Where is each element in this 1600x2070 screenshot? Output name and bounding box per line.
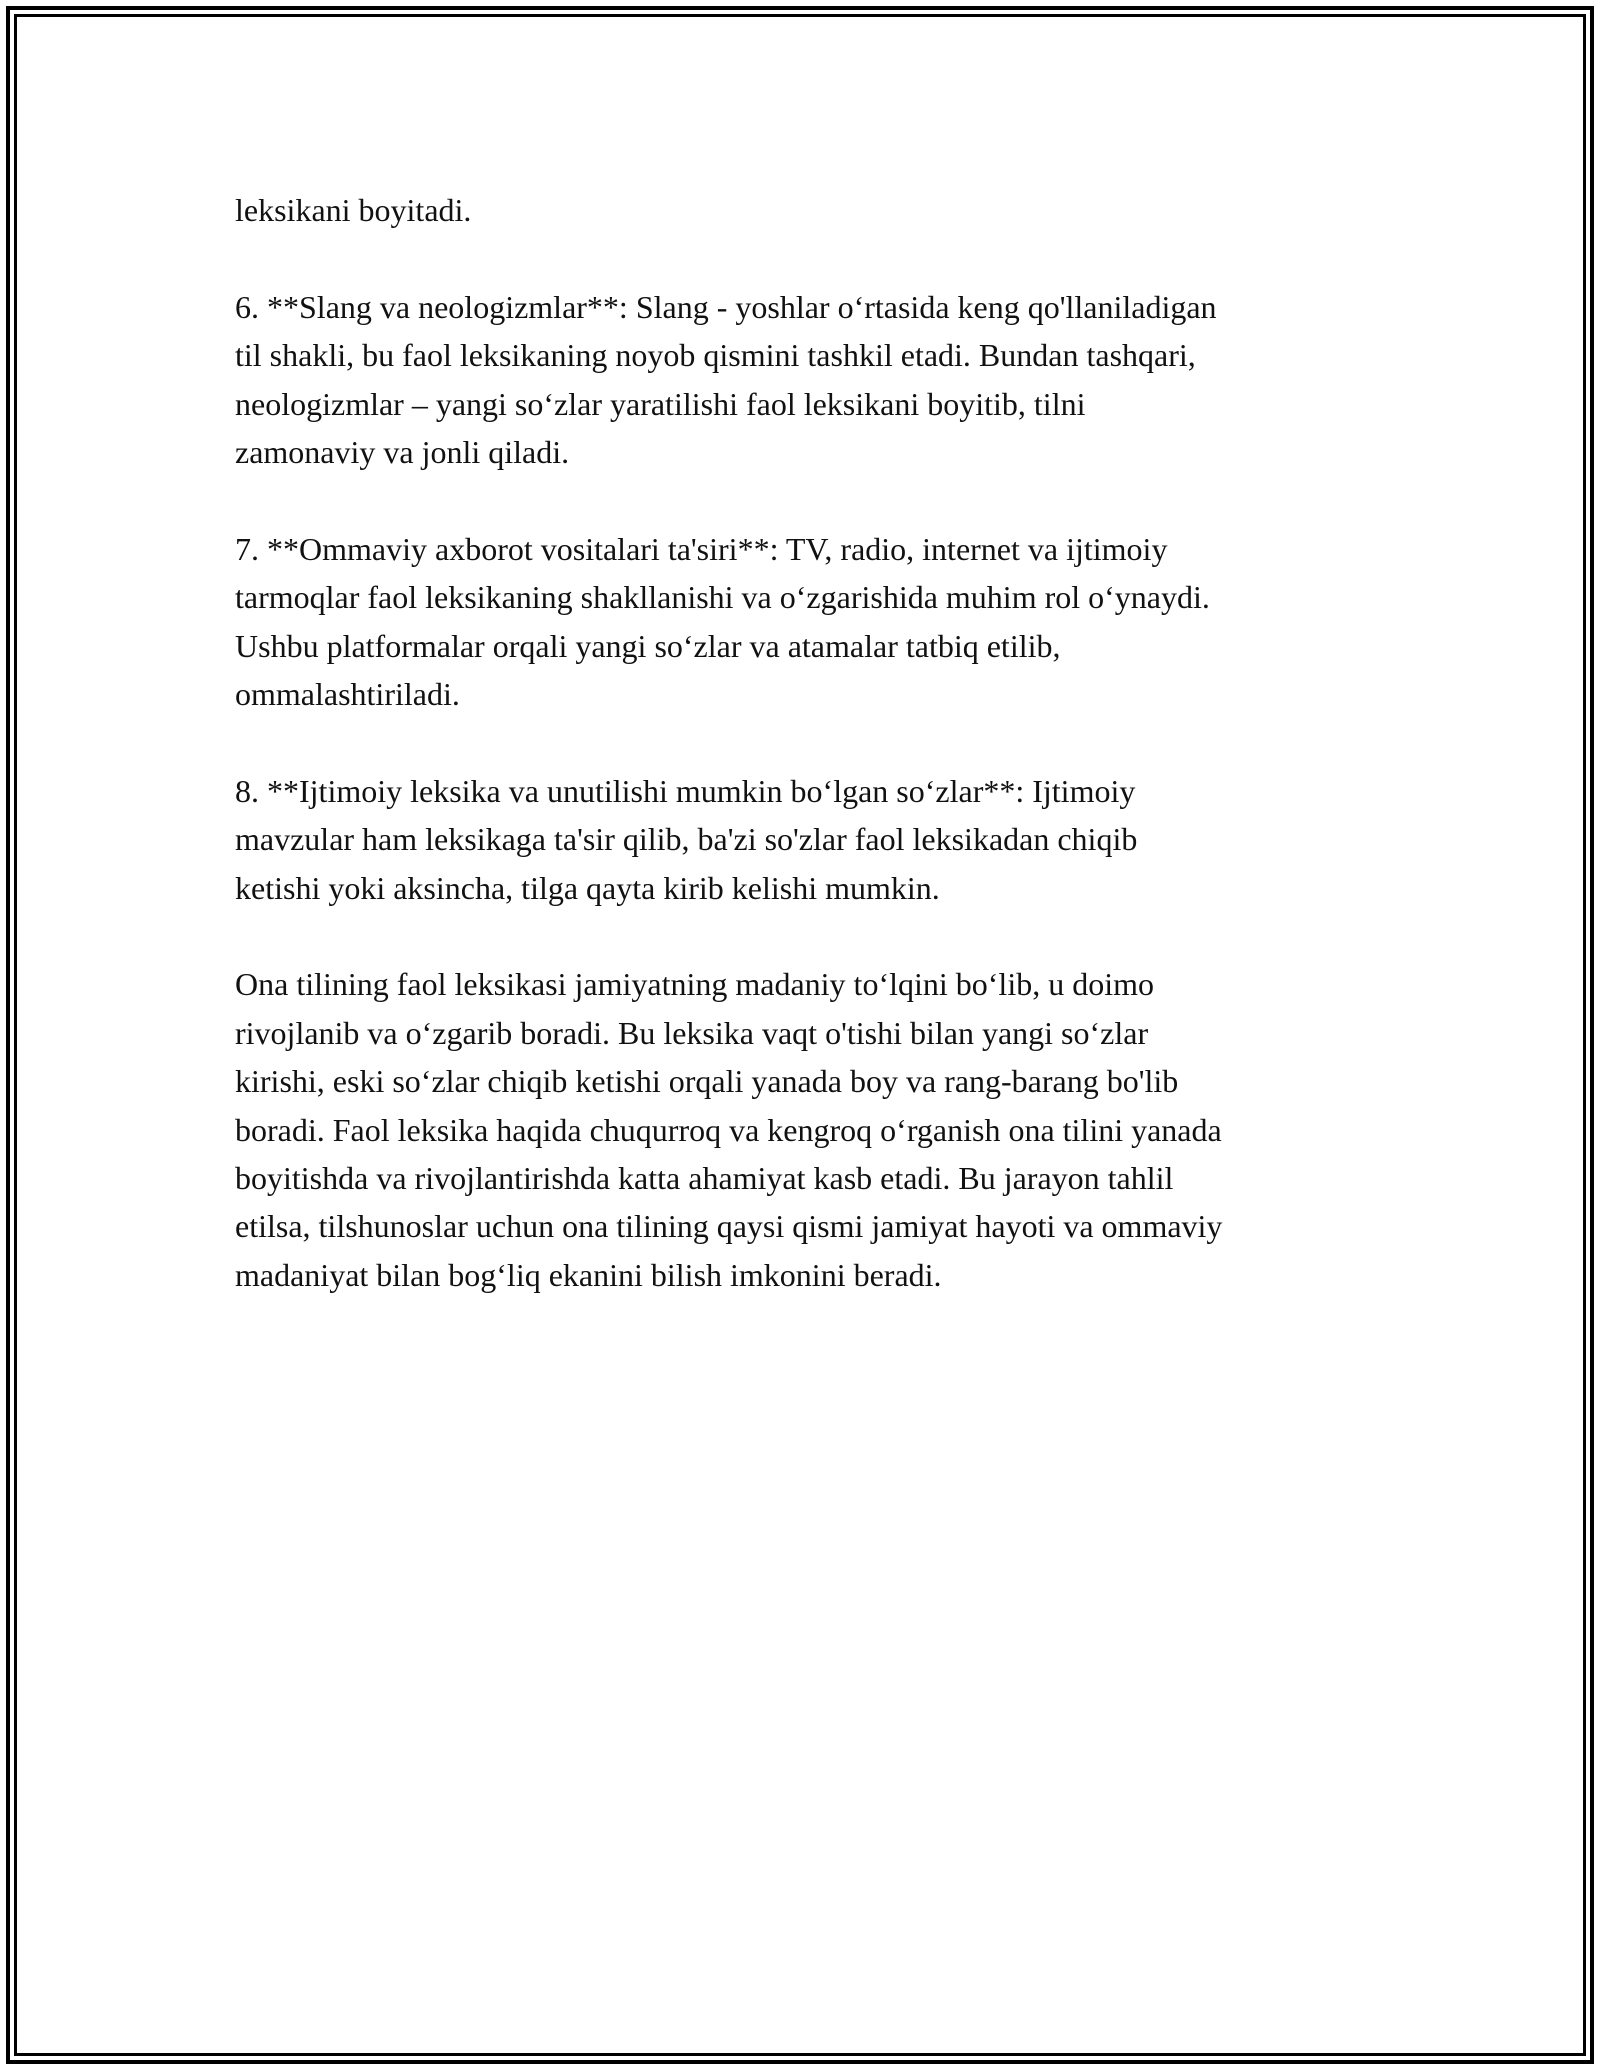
paragraph-conclusion: Ona tilining faol leksikasi jamiyatning madaniy to‘lqini bo‘lib, u doimo rivojlanib va o‘zgarib boradi. Bu leksika vaqt o'tishi bilan yangi so‘zlar kirishi, eski so‘zlar chiqib ketishi orqali yanada boy va rang-barang bo'lib boradi. Faol leksika haqida chuqurroq va kengroq o‘rganish ona tilini yanada boyitishda va rivojlantirishda katta ahamiyat kasb etadi. Bu jarayon tahlil etilsa, tilshunoslar uchun ona tilining qaysi qismi jamiyat hayoti va ommaviy madaniyat bilan bog‘liq ekanini bilish imkonini beradi.: [235, 966, 1223, 1293]
paragraph-item-6-slang: 6. **Slang va neologizmlar**: Slang - yoshlar o‘rtasida keng qo'llaniladigan til shakli, bu faol leksikaning noyob qismini tashkil etadi. Bundan tashqari, neologizmlar – yangi so‘zlar yaratilishi faol leksikani boyitib, tilni zamonaviy va jonli qiladi.: [235, 288, 1217, 471]
document-body: [235, 186, 1375, 1348]
paragraph-item-7-media: 7. **Ommaviy axborot vositalari ta'siri**: TV, radio, internet va ijtimoiy tarmoqlar faol leksikaning shakllanishi va o‘zgarishida muhim rol o‘ynaydi. Ushbu platformalar orqali yangi so‘zlar va atamalar tatbiq etilib, ommalashtiriladi.: [235, 530, 1210, 713]
paragraph-item-8-social-lexicon: 8. **Ijtimoiy leksika va unutilishi mumkin bo‘lgan so‘zlar**: Ijtimoiy mavzular ham leksikaga ta'sir qilib, ba'zi so'zlar faol leksikadan chiqib ketishi yoki aksincha, tilga qayta kirib kelishi mumkin.: [235, 772, 1138, 906]
paragraph-continuation: leksikani boyitadi.: [235, 192, 472, 228]
